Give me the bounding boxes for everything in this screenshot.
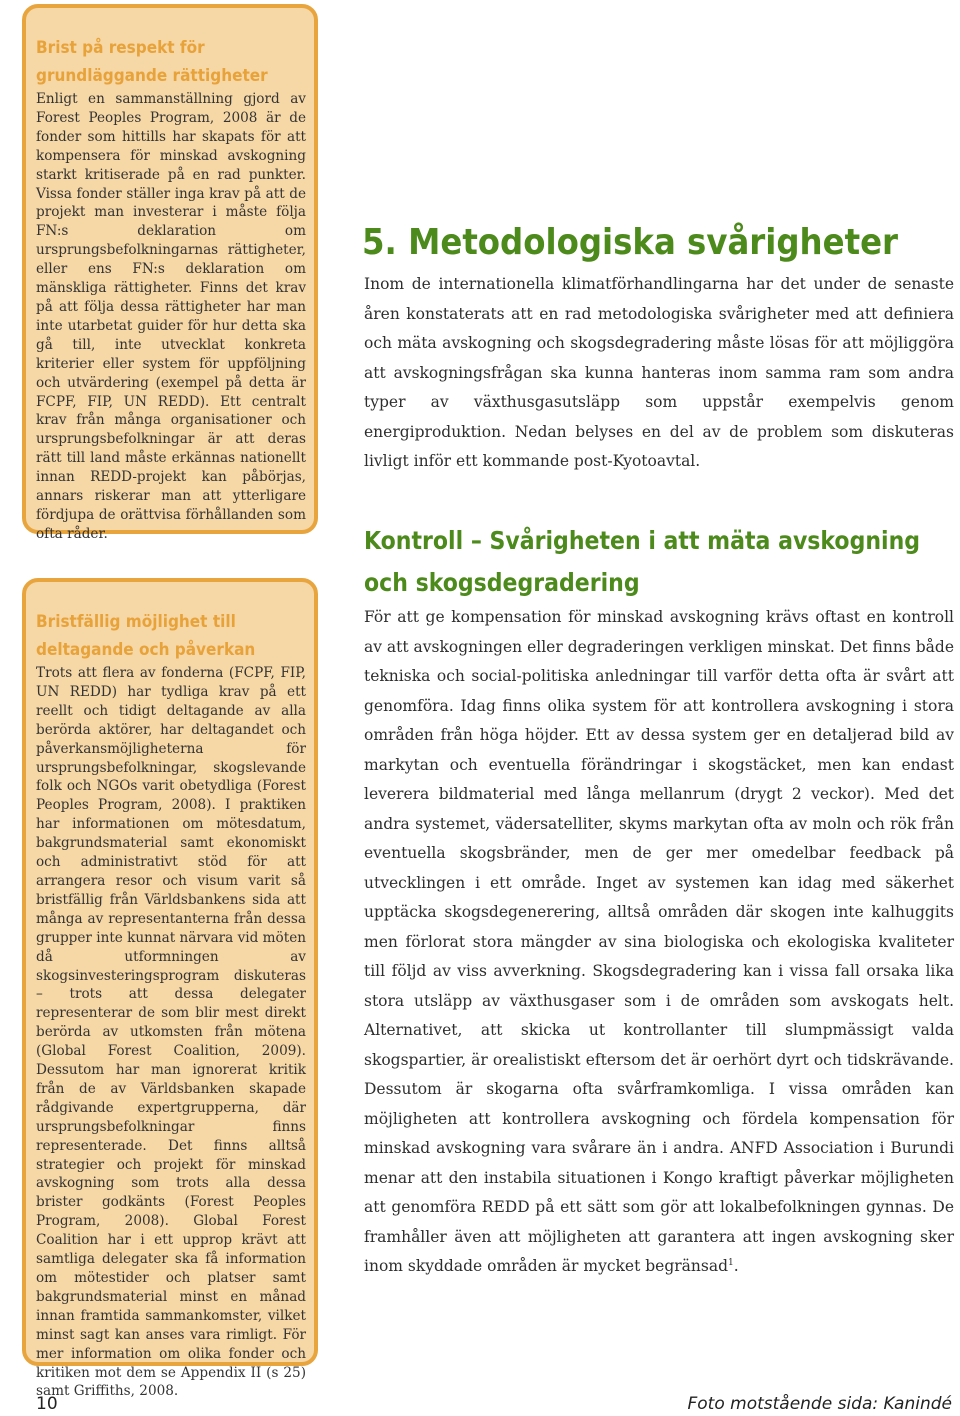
kontroll-paragraph [364,603,954,1282]
section-heading: 5. Metodologiska svårigheter [362,222,899,263]
sidebar-box-text: Enligt en sammanställning gjord av Forest Peoples Program, 2008 är de fonder som hittills har skapats för att kompensera för minskad avskogning starkt kritiserade på en rad punkter. Vissa fonder ställer inga krav på att de projekt man investerar i måste följa FN:s deklaration om ursprungsbefolkningarnas rättigheter, eller ens FN:s deklaration om mänskliga rättigheter. Finns det krav på att följa dessa rättigheter har man inte utarbetat guider för hur detta ska gå till, inte utvecklat konkreta kriterier eller system för uppföljning och utvärdering (exempel på detta är FCPF, FIP, UN REDD). Ett centralt krav från många organisationer och ursprungsbefolkningar är att deras rätt till land måste erkännas nationellt innan REDD-projekt kan påbörjas, annars riskerar man att ytterligare fördjupa de orättvisa förhållanden som ofta råder. [36,91,306,542]
sidebar-box-rights [22,4,318,542]
sidebar-box-participation [22,578,318,1400]
intro-paragraph: Inom de internationella klimatförhandlingarna har det under de senaste åren konstaterats att en rad metodologiska svårigheter med att definiera och mäta avskogning och skogsdegradering måste lösas för att möjliggöra att avskogningsfrågan ska kunna hanteras inom samma ram som andra typer av växthusgasutsläpp som uppstår exempelvis genom energiproduktion. Nedan belyses en del av de problem som diskuteras livligt inför ett kommande post-Kyotoavtal. [364,275,954,470]
kontroll-text-end: . [733,1257,739,1275]
footnote-marker[interactable]: 1 [728,1257,734,1268]
subsection-heading: Kontroll – Svårigheten i att mäta avskogning och skogsdegradering [364,526,921,597]
sidebar-box-title: Bristfällig möjlighet till deltagande och påverkan [36,612,256,660]
page-number: 10 [36,1394,58,1414]
sidebar-box-text: Trots att flera av fonderna (FCPF, FIP, UN REDD) har tydliga krav på ett reellt och tidigt deltagande av alla berörda aktörer, har deltagandet och påverkansmöjligheterna för ursprungsbefolkningar, skogslevande folk och NGOs varit obetydliga (Forest Peoples Program, 2008). I praktiken har informationen om mötesdatum, bakgrundsmaterial samt ekonomiskt och administrativt stöd för att arrangera resor och visum varit så bristfällig från Världsbankens sida att många av representanterna från dessa grupper inte kunnat närvara vid möten då utformningen av skogsinvesteringsprogram diskuteras – trots att dessa delegater representerar de som blir mest direkt berörda av utkomsten från mötena (Global Forest Coalition, 2009). Dessutom har man ignorerat kritik från de av Världsbanken skapade rådgivande expertgrupperna, där ursprungsbefolkningar finns representerade. Det finns alltså strategier och projekt för minskad avskogning som trots alla dessa brister godkänts (Forest Peoples Program, 2008). Global Forest Coalition har i ett upprop krävt att samtliga delegater ska få information om mötestider och platser samt bakgrundsmaterial minst en månad innan framtida sammankomster, vilket minst sagt kan anses vara rimligt. För mer information om olika fonder och kritiken mot dem se Appendix II (s 25) samt Griffiths, 2008. [36,665,306,1400]
sidebar-box-title: Brist på respekt för grundläggande rättigheter [36,38,268,86]
photo-caption: Foto motstående sida: Kanindé [687,1394,952,1414]
kontroll-text: För att ge kompensation för minskad avskogning krävs oftast en kontroll av att avskogningen eller degraderingen verkligen minskat. Det finns både tekniska och social-politiska anledningar till varför detta ofta är svårt att genomföra. Idag finns olika system för att kontrollera avskogning i stora områden från höga höjder. Ett av dessa system ger en detaljerad bild av markytan och eventuella förändringar i skogstäcket, men kan endast leverera bildmaterial med långa mellanrum (drygt 2 veckor). Med det andra systemet, vädersatelliter, skyms markytan ofta av moln och rök från eventuella skogsbränder, men de ger mer omedelbar feedback på utvecklingen i ett område. Inget av systemen kan idag med säkerhet upptäcka skogsdegenerering, alltså områden där skogen inte kalhuggits men förlorat stora mängder av sina biologiska och ekologiska kvaliteter till följd av viss avverkning. Skogsdegradering kan i vissa fall orsaka lika stora utsläpp av växthusgaser som i de områden som avskogats helt. Alternativet, att skicka ut kontrollanter till slumpmässigt valda skogspartier, är orealistiskt eftersom det är oerhört dyrt och tidskrävande. Dessutom är skogarna ofta svårframkomliga. I vissa områden kan möjligheten att kontrollera avskogning och fördela kompensation för minskad avskogning vara svårare än i andra. ANFD Association i Burundi menar att den instabila situationen i Kongo kraftigt påverkar möjligheten att genomföra REDD på ett sätt som gör att lokalbefolkningen gynnas. De framhåller även att möjligheten att garantera att ingen avskogning sker inom skyddade områden är mycket begränsad [364,608,954,1275]
